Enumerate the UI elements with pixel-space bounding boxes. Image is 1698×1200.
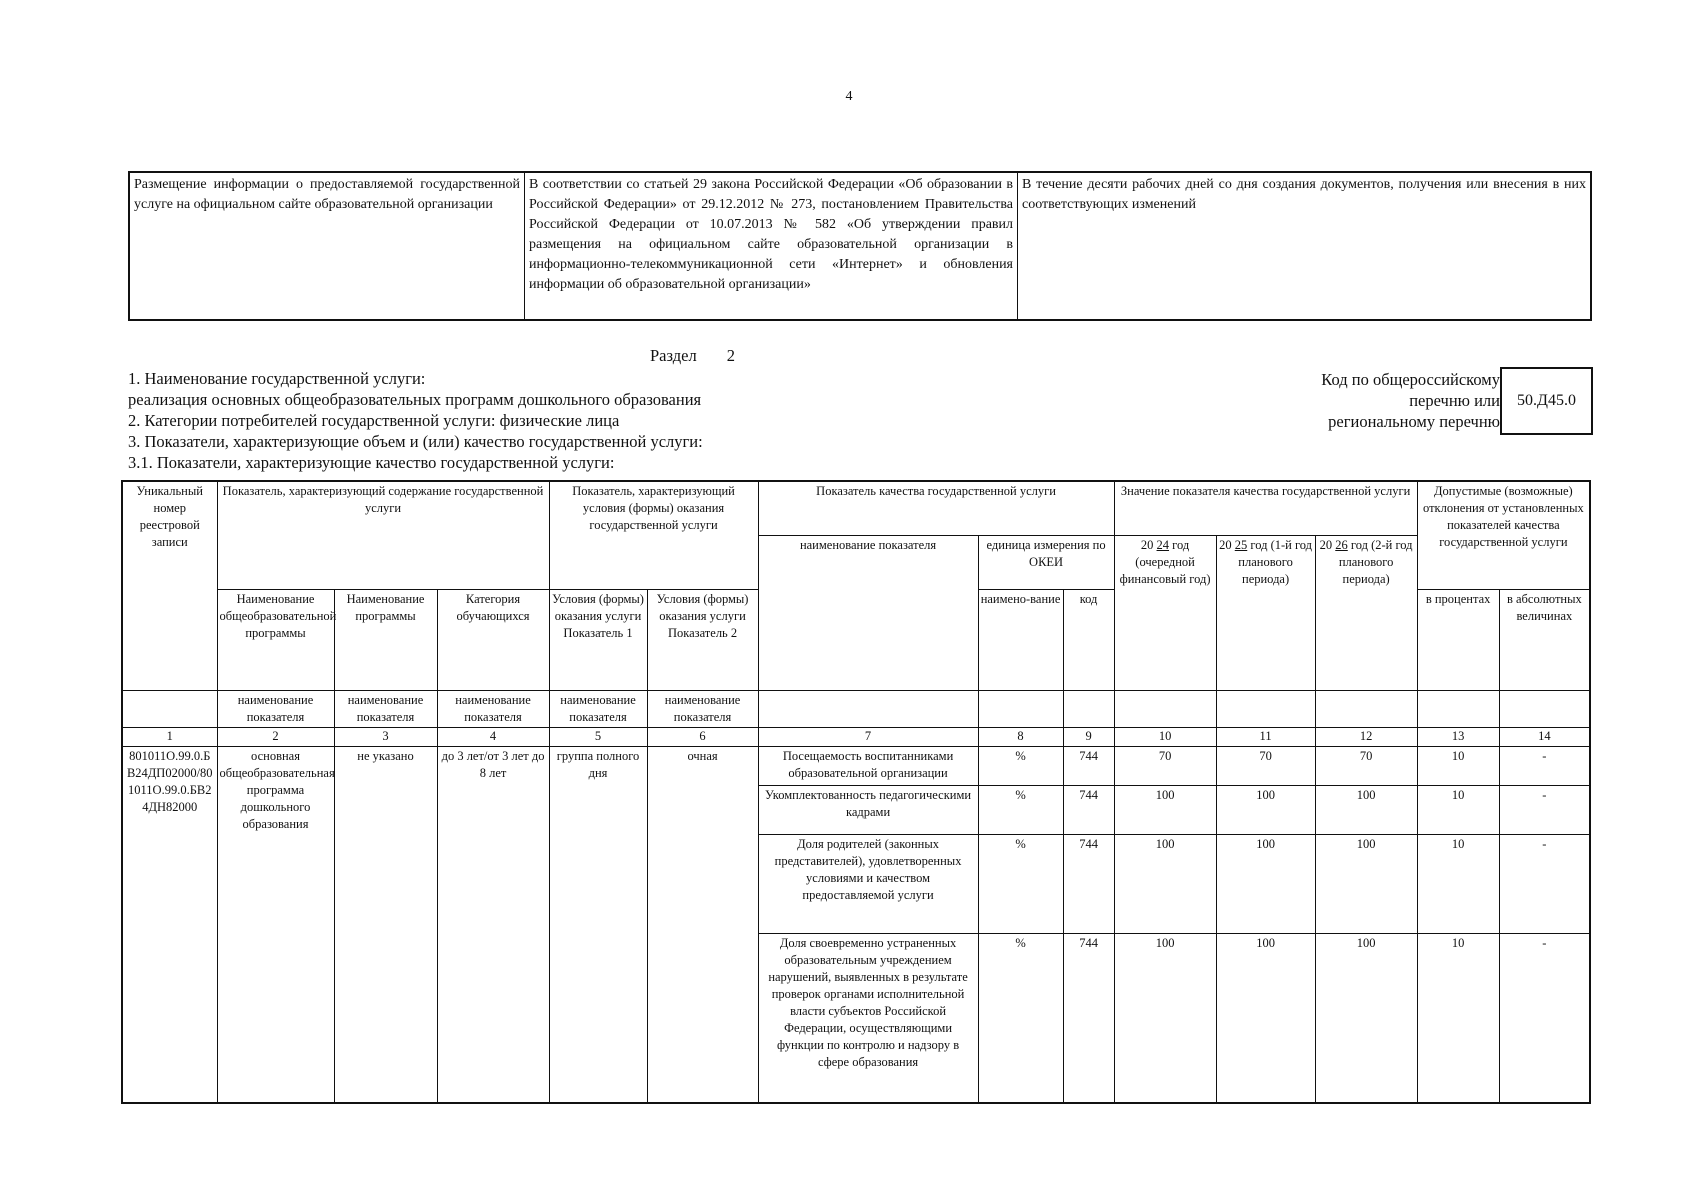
header-program-name: Наименование общеобразовательной программы xyxy=(217,590,334,691)
registry-code-box: 50.Д45.0 xyxy=(1500,367,1593,435)
indicator-year-3: 70 xyxy=(1315,747,1417,786)
year-3-value: 26 xyxy=(1335,537,1348,552)
column-number: 5 xyxy=(549,728,647,747)
sub-indicator-name-6: наименование показателя xyxy=(647,691,758,728)
year-2-label: год (1-й год планового периода) xyxy=(1238,537,1313,586)
sub-empty-13 xyxy=(1417,691,1499,728)
year-1-label: год (очередной финансовый год) xyxy=(1119,537,1211,586)
header-unique-spacer xyxy=(122,691,217,728)
sub-indicator-name-5: наименование показателя xyxy=(549,691,647,728)
header-condition-2: Условия (формы) оказания услуги Показатель 2 xyxy=(647,590,758,691)
indicator-unit: % xyxy=(978,835,1063,934)
indicator-code: 744 xyxy=(1063,934,1114,1104)
header-allowed-deviation: Допустимые (возможные) отклонения от установленных показателей качества государственной услуги xyxy=(1417,481,1590,590)
year-2-value: 25 xyxy=(1234,537,1248,552)
year-3-label: год (2-й год планового периода) xyxy=(1338,537,1413,586)
column-number: 8 xyxy=(978,728,1063,747)
page-number: 4 xyxy=(845,89,853,104)
section-heading xyxy=(650,346,735,366)
indicator-percent: 10 xyxy=(1417,747,1499,786)
record-id: 801011О.99.0.БВ24ДП02000/801011О.99.0.БВ24ДН82000 xyxy=(122,747,217,1104)
indicator-absolute: - xyxy=(1499,835,1590,934)
consumer-categories: 2. Категории потребителей государственной услуги: физические лица xyxy=(128,411,620,430)
indicator-year-1: 100 xyxy=(1114,786,1216,835)
indicator-code: 744 xyxy=(1063,786,1114,835)
column-number: 14 xyxy=(1499,728,1590,747)
header-percent: в процентах xyxy=(1417,590,1499,691)
indicator-absolute: - xyxy=(1499,786,1590,835)
indicator-year-3: 100 xyxy=(1315,934,1417,1104)
indicator-name: Доля родителей (законных представителей), удовлетворенных условиями и качеством предоставляемой услуги xyxy=(758,835,978,934)
header-unit-code: код xyxy=(1063,590,1114,691)
header-year-3 xyxy=(1315,535,1417,691)
indicator-year-3: 100 xyxy=(1315,786,1417,835)
header-year-2 xyxy=(1216,535,1315,691)
header-okei-unit: единица измерения по ОКЕИ xyxy=(978,535,1114,590)
header-year-1 xyxy=(1114,535,1216,691)
header-conditions-indicator: Показатель, характеризующий условия (формы) оказания государственной услуги xyxy=(549,481,758,535)
indicator-year-2: 100 xyxy=(1216,835,1315,934)
indicator-year-2: 100 xyxy=(1216,786,1315,835)
year-1-prefix: 20 xyxy=(1140,537,1154,552)
sub-indicator-name-4: наименование показателя xyxy=(437,691,549,728)
header-category: Категория обучающихся xyxy=(437,590,549,691)
header-quality-indicator: Показатель качества государственной услуги xyxy=(758,481,1114,535)
header-indicator-value: Значение показателя качества государственной услуги xyxy=(1114,481,1417,535)
header-content-spacer xyxy=(217,535,549,590)
indicator-percent: 10 xyxy=(1417,786,1499,835)
indicator-year-1: 100 xyxy=(1114,934,1216,1104)
record-category: до 3 лет/от 3 лет до 8 лет xyxy=(437,747,549,1104)
sub-indicator-name-3: наименование показателя xyxy=(334,691,437,728)
header-absolute: в абсолютных величинах xyxy=(1499,590,1590,691)
indicators-heading: 3. Показатели, характеризующие объем и (или) качество государственной услуги: xyxy=(128,432,703,451)
indicator-percent: 10 xyxy=(1417,934,1499,1104)
code-label-line2: перечню или xyxy=(1409,391,1500,410)
indicator-year-1: 100 xyxy=(1114,835,1216,934)
quality-indicators-table xyxy=(121,480,1591,1104)
indicator-name: Укомплектованность педагогическими кадрами xyxy=(758,786,978,835)
service-name-value: реализация основных общеобразовательных программ дошкольного образования xyxy=(128,390,702,409)
code-label-line3: региональному перечню xyxy=(1328,412,1500,431)
record-condition-2: очная xyxy=(647,747,758,1104)
section-label: Раздел xyxy=(650,346,697,365)
indicator-year-1: 70 xyxy=(1114,747,1216,786)
header-content-indicator: Показатель, характеризующий содержание государственной услуги xyxy=(217,481,549,535)
record-program-name: основная общеобразовательная программа дошкольного образования xyxy=(217,747,334,1104)
indicator-unit: % xyxy=(978,747,1063,786)
indicator-name: Доля своевременно устраненных образовательным учреждением нарушений, выявленных в результате проверок органами исполнительной власти субъектов Российской Федерации, осуществляющими функции по контролю и надзору в сфере образования xyxy=(758,934,978,1104)
indicator-unit: % xyxy=(978,786,1063,835)
column-number: 10 xyxy=(1114,728,1216,747)
sub-empty-10 xyxy=(1114,691,1216,728)
header-indicator-name: наименование показателя xyxy=(758,535,978,691)
indicator-absolute: - xyxy=(1499,934,1590,1104)
section-number: 2 xyxy=(726,346,735,365)
indicator-percent: 10 xyxy=(1417,835,1499,934)
sub-empty-8 xyxy=(978,691,1063,728)
column-number: 6 xyxy=(647,728,758,747)
column-number: 13 xyxy=(1417,728,1499,747)
indicator-code: 744 xyxy=(1063,835,1114,934)
column-number: 2 xyxy=(217,728,334,747)
indicator-year-2: 100 xyxy=(1216,934,1315,1104)
column-number: 1 xyxy=(122,728,217,747)
indicator-year-2: 70 xyxy=(1216,747,1315,786)
column-number: 12 xyxy=(1315,728,1417,747)
column-number: 9 xyxy=(1063,728,1114,747)
info-cell-legal-basis: В соответствии со статьей 29 закона Российской Федерации «Об образовании в Российской Федерации» от 29.12.2012 № 273, постановлением Правительства Российской Федерации от 10.07.2013 № 582 «Об утверждении правил размещения на официальном сайте образовательной организации в информационно-телекоммуникационной сети «Интернет» и обновления информации об образовательной организации» xyxy=(525,172,1018,320)
service-name-label: 1. Наименование государственной услуги: xyxy=(128,369,426,388)
column-number: 3 xyxy=(334,728,437,747)
sub-empty-7 xyxy=(758,691,978,728)
indicator-code: 744 xyxy=(1063,747,1114,786)
publication-info-table xyxy=(128,171,1592,321)
sub-empty-9 xyxy=(1063,691,1114,728)
year-1-value: 24 xyxy=(1156,537,1170,552)
header-unit-name: наимено-вание xyxy=(978,590,1063,691)
indicator-absolute: - xyxy=(1499,747,1590,786)
sub-indicator-name-2: наименование показателя xyxy=(217,691,334,728)
header-conditions-spacer xyxy=(549,535,758,590)
record-program: не указано xyxy=(334,747,437,1104)
sub-empty-11 xyxy=(1216,691,1315,728)
indicator-year-3: 100 xyxy=(1315,835,1417,934)
record-condition-1: группа полного дня xyxy=(549,747,647,1104)
year-3-prefix: 20 xyxy=(1319,537,1333,552)
sub-empty-14 xyxy=(1499,691,1590,728)
sub-empty-12 xyxy=(1315,691,1417,728)
column-number: 4 xyxy=(437,728,549,747)
header-unique-number: Уникальный номер реестровой записи xyxy=(122,481,217,691)
header-condition-1: Условия (формы) оказания услуги Показатель 1 xyxy=(549,590,647,691)
table-row xyxy=(122,747,1590,786)
column-number: 11 xyxy=(1216,728,1315,747)
column-number: 7 xyxy=(758,728,978,747)
year-2-prefix: 20 xyxy=(1219,537,1232,552)
header-program: Наименование программы xyxy=(334,590,437,691)
indicator-unit: % xyxy=(978,934,1063,1104)
code-label-line1: Код по общероссийскому xyxy=(1321,370,1500,389)
info-cell-description: Размещение информации о предоставляемой государственной услуге на официальном сайте образовательной организации xyxy=(129,172,525,320)
info-cell-frequency: В течение десяти рабочих дней со дня создания документов, получения или внесения в них соответствующих изменений xyxy=(1018,172,1592,320)
quality-indicators-heading: 3.1. Показатели, характеризующие качество государственной услуги: xyxy=(128,453,615,472)
indicator-name: Посещаемость воспитанниками образовательной организации xyxy=(758,747,978,786)
